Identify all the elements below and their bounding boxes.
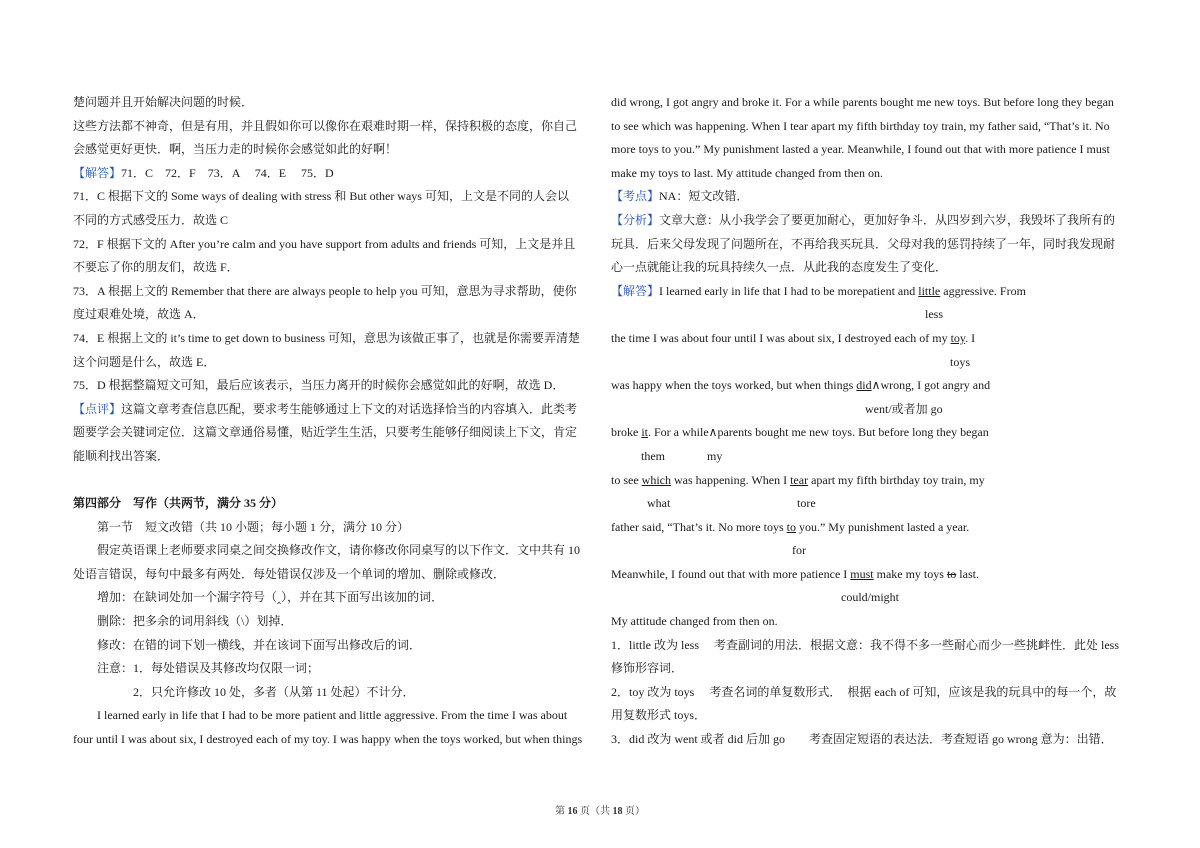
answer-line: [73, 162, 591, 186]
text-line: 71．C 根据下文的 Some ways of dealing with stress 和 But other ways 可知，上文是不同的人会以: [73, 189, 569, 204]
section-heading: 第四部分 写作（共两节，满分 35 分）: [73, 496, 284, 511]
text-line: 不同的方式感受压力．故选 C: [73, 212, 229, 227]
essay-line: more toys to you.” My punishment lasted a year. Meanwhile, I found out that with more patience I must: [611, 142, 1110, 157]
explanation-line: 用复数形式 toys．: [611, 708, 707, 723]
corrected-sentence: to see which was happening. When I tear apart my fifth birthday toy train, my: [611, 472, 985, 487]
explanation-line: 1．little 改为 less 考查副词的用法．根据文意：我不得不多一些耐心而少一些挑衅性．此处 less: [611, 637, 1119, 652]
text-line: 楚问题并且开始解决问题的时候．: [73, 95, 254, 109]
page-number: 16: [567, 806, 578, 817]
corrected-sentence: was happy when the toys worked, but when things did∧wrong, I got angry and: [611, 378, 991, 393]
correction-row: [611, 539, 1129, 563]
essay-line: four until I was about six, I destroyed each of my toy. I was happy when the toys worked, but when things: [73, 732, 583, 747]
essay-line: to see which was happening. When I tear apart my fifth birthday toy train, my father said, “That’s it. No: [611, 118, 1110, 133]
error-word: tear: [790, 472, 809, 487]
comment-line: 【点评】这篇文章考查信息匹配，要求考生能够通过上下文的对话选择恰当的内容填入．此类考: [73, 401, 578, 416]
text-line: 75．D 根据整篇短文可知，最后应该表示，当压力离开的时候你会感觉如此的好啊，故选 D．: [73, 378, 565, 393]
correction-row: [611, 303, 1129, 327]
text-line: 修改：在错的词下划一横线，并在该词下面写出修改后的词．: [97, 637, 422, 652]
jieda-tag: 【解答】: [73, 165, 122, 180]
error-word: must: [850, 566, 874, 581]
correction-word: toys: [950, 354, 971, 369]
correction-row: [611, 492, 1129, 516]
explanation-line: 修饰形容词．: [611, 661, 684, 676]
correction-word: went/或者加 go: [865, 401, 943, 416]
left-column: [73, 91, 591, 752]
explanation-line: 2．toy 改为 toys 考查名词的单复数形式． 根据 each of 可知，应该是我的玩具中的每一个，故: [611, 684, 1117, 699]
text-line: 增加：在缺词处加一个漏字符号（‸），并在其下面写出该加的词．: [97, 590, 444, 605]
text-line: 玩具．后来父母发现了问题所在，不再给我买玩具．父母对我的惩罚持续了一年，同时我发现耐: [611, 236, 1116, 251]
essay-line: make my toys to last. My attitude changed from then on.: [611, 165, 883, 180]
text-line: 心一点就能让我的玩具持续久一点．从此我的态度发生了变化．: [611, 260, 948, 275]
fenxi-tag: 【分析】: [611, 212, 660, 227]
page-total: 18: [612, 806, 623, 817]
text-line: 2．只允许修改 10 处，多者（从第 11 处起）不计分．: [133, 684, 415, 699]
essay-line: I learned early in life that I had to be more patient and little aggressive. From the time I was about: [97, 708, 568, 723]
correction-word: could/might: [841, 590, 899, 605]
error-word: did: [856, 378, 872, 393]
text-line: 处语言错误，每句中最多有两处．每处错误仅涉及一个单词的增加、删除或修改．: [73, 566, 506, 581]
text-line: 不要忘了你的朋友们，故选 F．: [73, 260, 239, 275]
answer-key: 71．C 72．F 73．A 74．E 75．D: [121, 165, 334, 180]
error-word: which: [641, 472, 671, 487]
correction-word: my: [707, 448, 723, 463]
text-line: 能顺利找出答案．: [73, 448, 170, 463]
correction-word: what: [647, 496, 671, 511]
correction-word: less: [925, 307, 943, 322]
subsection-heading: 第一节 短文改错（共 10 小题；每小题 1 分，满分 10 分）: [97, 519, 410, 534]
text-line: 会感觉更好更快．啊，当压力走的时候你会感觉如此的好啊！: [73, 142, 398, 157]
corrected-sentence: 【解答】I learned early in life that I had to be morepatient and little aggressive. From: [611, 283, 1026, 298]
corrected-sentence: father said, “That’s it. No more toys to you.” My punishment lasted a year.: [611, 519, 970, 534]
jieda-tag: 【解答】: [611, 283, 660, 298]
corrected-sentence: the time I was about four until I was about six, I destroyed each of my toy. I: [611, 330, 976, 345]
correction-word: tore: [797, 496, 816, 511]
text-line: 题要学会关键词定位．这篇文章通俗易懂，贴近学生生活，只要考生能够仔细阅读上下文，肯定: [73, 425, 578, 440]
corrected-sentence: broke it. For a while∧parents bought me new toys. But before long they began: [611, 425, 989, 440]
error-word: it: [641, 425, 648, 440]
explanation-line: 3．did 改为 went 或者 did 后加 go 考查固定短语的表达法．考查短语 go wrong 意为：出错．: [611, 732, 1113, 747]
page-footer: 第 16 页（共 18 页）: [555, 806, 645, 817]
kaodian-tag: 【考点】: [611, 189, 660, 204]
correction-word: for: [792, 543, 806, 558]
caret-mark: ∧: [708, 425, 718, 440]
text-line: 度过艰难处境，故选 A．: [73, 307, 205, 322]
correction-row: [611, 351, 1129, 375]
text-line: 74．E 根据上文的 it’s time to get down to business 可知，意思为该做正事了，也就是你需要弄清楚: [73, 330, 580, 345]
text-line: 这些方法都不神奇，但是有用，并且假如你可以像你在艰难时期一样，保持积极的态度，你自己: [73, 118, 578, 133]
error-word: to: [786, 519, 796, 534]
correction-row: [611, 586, 1129, 610]
text-line: 删除：把多余的词用斜线（\）划掉．: [97, 614, 293, 629]
essay-line: did wrong, I got angry and broke it. For a while parents bought me new toys. But before long they began: [611, 95, 1114, 109]
kaodian-line: 【考点】NA：短文改错．: [611, 189, 749, 204]
error-word: toy: [950, 330, 966, 345]
fenxi-line: 【分析】文章大意：从小我学会了要更加耐心，更加好争斗．从四岁到六岁，我毁坏了我所有的: [611, 212, 1116, 227]
correction-word: them: [641, 448, 665, 463]
caret-mark: ∧: [871, 378, 881, 393]
correction-row: [611, 445, 1129, 469]
text-line: 73．A 根据上文的 Remember that there are always people to help you 可知，意思为寻求帮助，使你: [73, 283, 577, 298]
text-line: 72．F 根据下文的 After you’re calm and you have support from adults and friends 可知，上文是并且: [73, 236, 576, 251]
corrected-sentence: My attitude changed from then on.: [611, 614, 778, 629]
deleted-word: to: [946, 566, 957, 581]
corrected-sentence: Meanwhile, I found out that with more patience I must make my toys to last.: [611, 566, 979, 581]
text-line: 注意：1．每处错误及其修改均仅限一词；: [97, 661, 320, 676]
error-word: little: [918, 283, 941, 298]
text-line: 这个问题是什么，故选 E．: [73, 354, 216, 369]
right-column: [611, 91, 1129, 752]
text-line: 假定英语课上老师要求同桌之间交换修改作文，请你修改你同桌写的以下作文．文中共有 10: [97, 543, 581, 558]
correction-row: [611, 398, 1129, 422]
dianping-tag: 【点评】: [73, 401, 122, 416]
